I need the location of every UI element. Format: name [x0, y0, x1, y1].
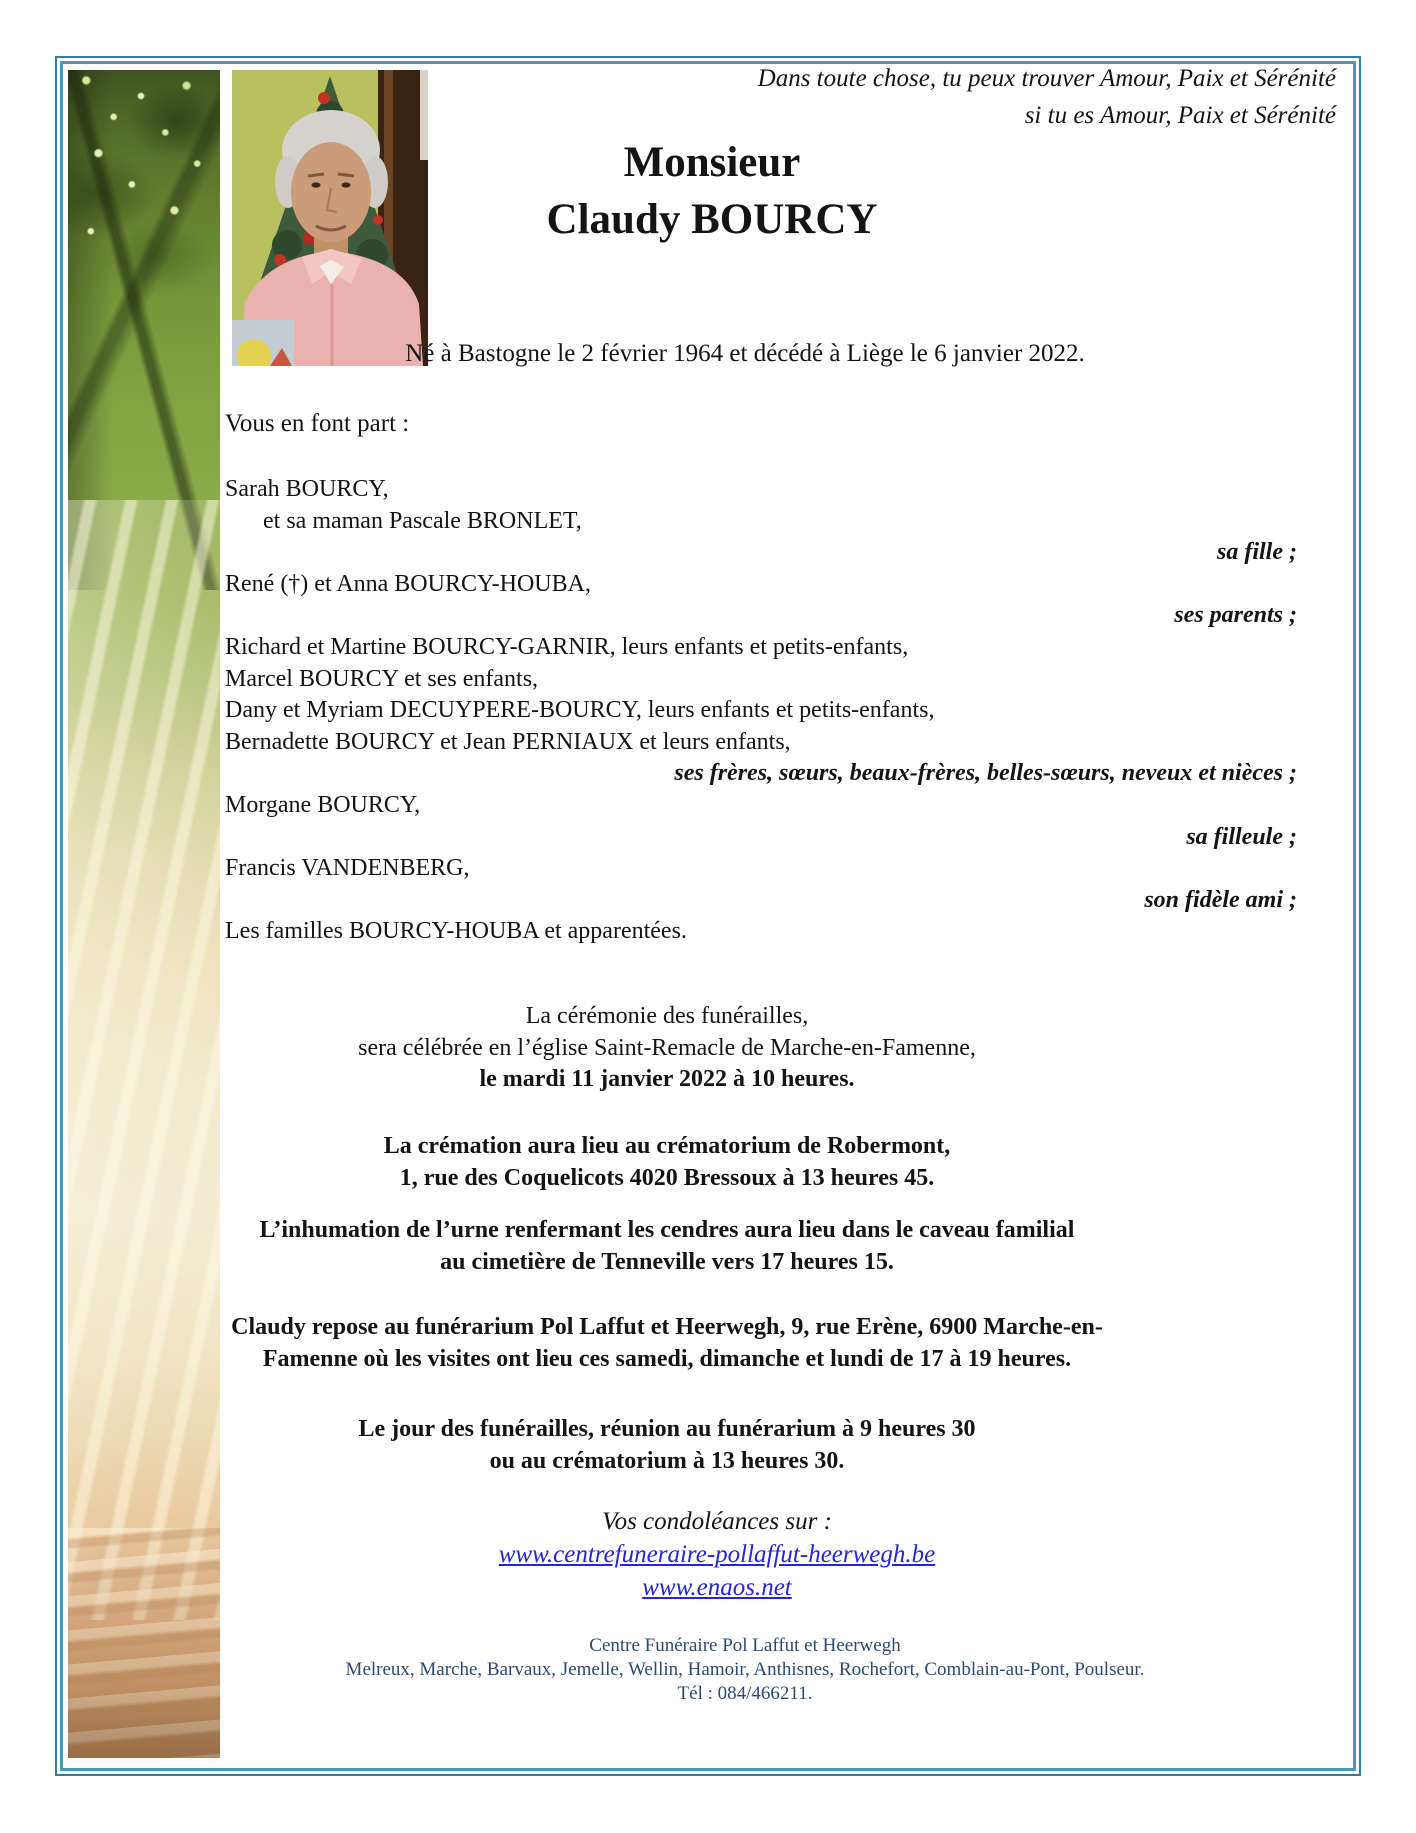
repose-line: Claudy repose au funérarium Pol Laffut et Heerwegh, 9, rue Erène, 6900 Marche-en- — [231, 1314, 1103, 1340]
family-member-line: Sarah BOURCY, — [225, 476, 389, 502]
epigraph-line-1: Dans toute chose, tu peux trouver Amour, Paix et Sérénité — [757, 65, 1336, 92]
relation-label: son fidèle ami ; — [1144, 886, 1297, 913]
inhumation-line: au cimetière de Tenneville vers 17 heures 15. — [440, 1248, 894, 1275]
relation-label: ses parents ; — [1174, 602, 1297, 629]
family-member-line: Bernadette BOURCY et Jean PERNIAUX et leurs enfants, — [225, 728, 791, 755]
ceremony-datetime: le mardi 11 janvier 2022 à 10 heures. — [479, 1066, 855, 1092]
relation-label: sa fille ; — [1217, 539, 1297, 566]
title-block — [232, 134, 1192, 248]
family-member-line: Les familles BOURCY-HOUBA et apparentées. — [225, 918, 687, 945]
condolences-link-enaos[interactable]: www.enaos.net — [642, 1574, 792, 1601]
life-dates-line: Né à Bastogne le 2 février 1964 et décédé à Liège le 6 janvier 2022. — [405, 340, 1085, 367]
condolences-label: Vos condoléances sur : — [602, 1508, 832, 1535]
funeral-home-name: Centre Funéraire Pol Laffut et Heerwegh — [589, 1635, 901, 1656]
ceremony-section — [225, 1001, 1109, 1096]
cremation-line: 1, rue des Coquelicots 4020 Bressoux à 13 heures 45. — [399, 1164, 935, 1191]
ceremony-line: sera célébrée en l’église Saint-Remacle de Marche-en-Famenne, — [358, 1034, 976, 1061]
funeral-home-footer — [225, 1634, 1265, 1706]
sandy-path-art — [68, 1528, 220, 1758]
announcement-intro: Vous en font part : — [225, 410, 410, 437]
meeting-line: ou au crématorium à 13 heures 30. — [489, 1447, 845, 1474]
meeting-line: Le jour des funérailles, réunion au funérarium à 9 heures 30 — [358, 1416, 976, 1442]
condolences-section — [225, 1505, 1209, 1604]
relation-label: sa filleule ; — [1186, 823, 1297, 850]
forest-path-decorative-image — [68, 70, 220, 1758]
repose-line: Famenne où les visites ont lieu ces samedi, dimanche et lundi de 17 à 19 heures. — [262, 1345, 1072, 1372]
epigraph — [500, 60, 1336, 134]
inhumation-line: L’inhumation de l’urne renfermant les cendres aura lieu dans le caveau familial — [259, 1217, 1075, 1243]
relation-label: ses frères, sœurs, beaux-frères, belles-sœurs, neveux et nièces ; — [674, 760, 1297, 787]
family-list — [225, 474, 1297, 948]
cremation-line: La crémation aura lieu au crématorium de Robermont, — [383, 1133, 951, 1159]
title-salutation: Monsieur — [623, 139, 801, 186]
family-member-line: Richard et Martine BOURCY-GARNIR, leurs enfants et petits-enfants, — [225, 633, 909, 660]
condolences-link-funeral-home[interactable]: www.centrefuneraire-pollaffut-heerwegh.be — [498, 1541, 936, 1568]
family-member-line: Francis VANDENBERG, — [225, 855, 470, 882]
family-member-line: René (†) et Anna BOURCY-HOUBA, — [225, 570, 591, 597]
repose-section — [225, 1312, 1109, 1375]
deceased-name: Claudy BOURCY — [546, 196, 878, 243]
family-member-line: et sa maman Pascale BRONLET, — [263, 507, 582, 534]
cremation-section — [225, 1131, 1109, 1194]
family-member-line: Marcel BOURCY et ses enfants, — [225, 665, 539, 692]
epigraph-line-2: si tu es Amour, Paix et Sérénité — [1024, 102, 1336, 129]
inhumation-section — [225, 1215, 1109, 1278]
ceremony-line: La cérémonie des funérailles, — [525, 1003, 809, 1029]
funeral-home-phone: Tél : 084/466211. — [677, 1683, 813, 1704]
sunbeams-art — [68, 500, 220, 1620]
funeral-home-locations: Melreux, Marche, Barvaux, Jemelle, Wellin, Hamoir, Anthisnes, Rochefort, Comblain-au-Pont, Poulseur. — [345, 1659, 1145, 1680]
family-member-line: Morgane BOURCY, — [225, 791, 421, 818]
family-member-line: Dany et Myriam DECUYPERE-BOURCY, leurs enfants et petits-enfants, — [225, 697, 935, 724]
meeting-section — [225, 1414, 1109, 1477]
